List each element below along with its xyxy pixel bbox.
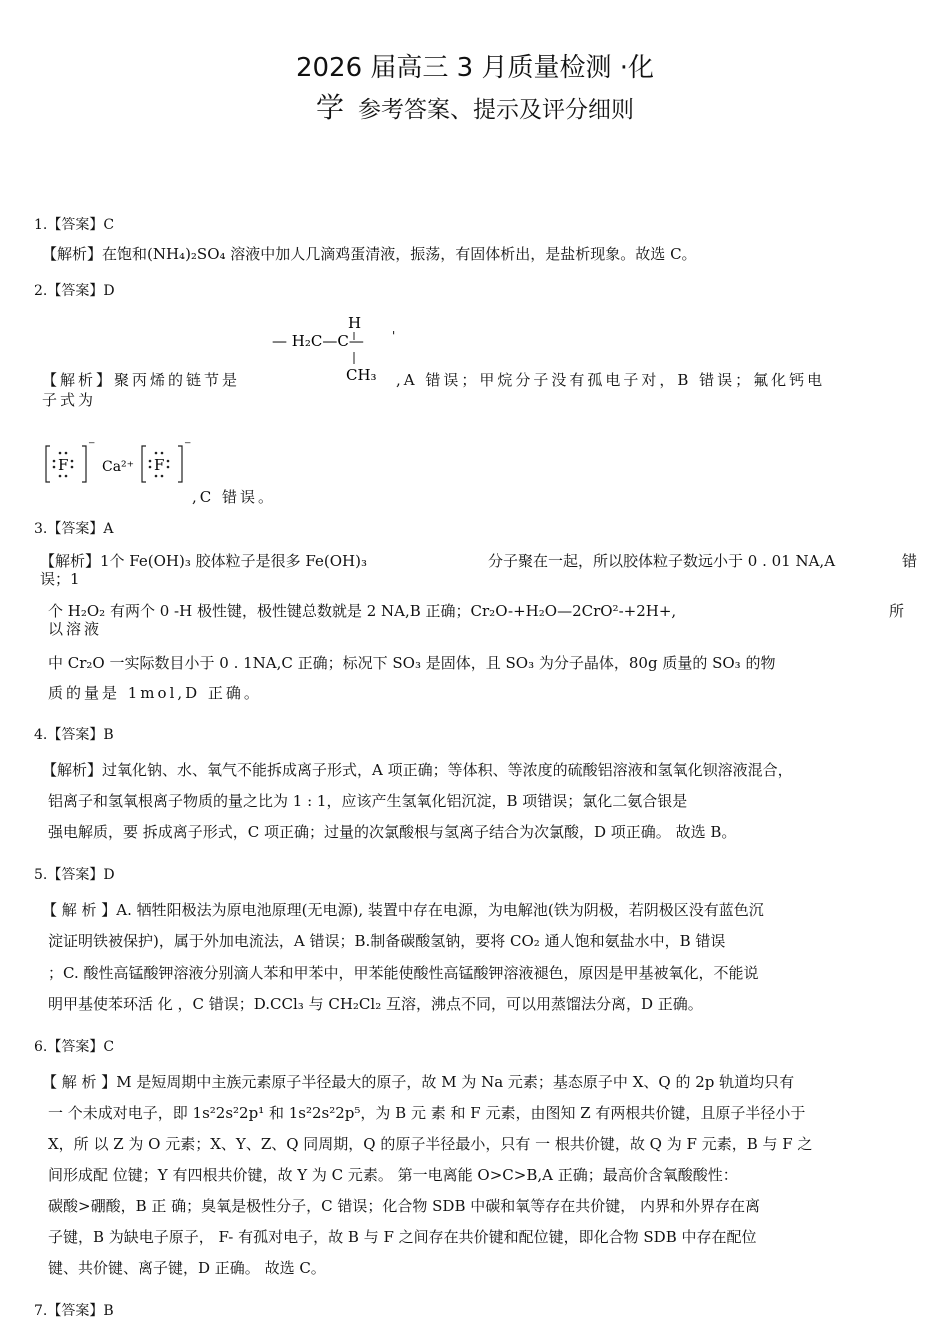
q3-line-3b: 所 xyxy=(889,602,905,620)
lewis-f-left: F xyxy=(58,456,69,474)
q3-line-1c: 错 xyxy=(902,552,918,570)
q3-line-4: 以溶液 xyxy=(48,620,103,638)
q2-analysis-d: ,C 错误。 xyxy=(192,488,277,506)
q6-line-1: 【 解 析 】M 是短周期中主族元素原子半径最大的原子，故 M 为 Na 元素；基态原子中 X、Q 的 2p 轨道均只有 xyxy=(42,1073,795,1091)
q6-line-2: 一 个未成对电子，即 1s²2s²2p¹ 和 1s²2s²2p⁵，为 B 元 素 和 F 元素，由图知 Z 有两根共价键，且原子半径小于 xyxy=(48,1104,806,1122)
q3-line-6: 质的量是 1mol,D 正确。 xyxy=(48,684,262,702)
q3-line-1a: 【解析】1个 Fe(OH)₃ 胶体粒子是很多 Fe(OH)₃ xyxy=(40,552,367,570)
lewis-f-right: F xyxy=(154,456,165,474)
q6-line-6: 子键，B 为缺电子原子， F- 有孤对电子，故 B 与 F 之间存在共价键和配位键，即化合物 SDB 中存在配位 xyxy=(48,1228,757,1246)
q2-analysis-c: 子式为 xyxy=(42,391,97,409)
calcium-fluoride-lewis xyxy=(42,440,202,490)
q4-line-1: 【解析】过氧化钠、水、氧气不能拆成离子形式，A 项正确；等体积、等浓度的硫酸铝溶液和氢氧化钡溶液混合， xyxy=(42,761,793,779)
title-big-char: 学 xyxy=(315,91,344,124)
q2-analysis-a: 【解析】聚丙烯的链节是 xyxy=(42,371,241,389)
struct-h: H xyxy=(348,314,362,332)
q1-analysis: 【解析】在饱和(NH₄)₂SO₄ 溶液中加人几滴鸡蛋清液，振荡，有固体析出，是盐析现象。故选 C。 xyxy=(42,245,697,263)
title-line-1: 2026 届高三 3 月质量检测 ·化 xyxy=(295,53,655,83)
q5-line-4: 明甲基使苯环活 化 ，C 错误；D.CCl₃ 与 CH₂Cl₂ 互溶，沸点不同，可以用蒸馏法分离，D 正确。 xyxy=(48,995,703,1013)
q3-answer: 3.【答案】A xyxy=(34,521,114,537)
q4-line-3: 强电解质，要 拆成离子形式，C 项正确；过量的次氯酸根与氢离子结合为次氯酸，D 项正确。 故选 B。 xyxy=(48,823,737,841)
q2-answer: 2.【答案】D xyxy=(34,283,115,299)
q3-line-1b: 分子聚在一起，所以胶体粒子数远小于 0 . 01 NA,A xyxy=(488,552,836,570)
q6-line-3: X，所 以 Z 为 O 元素；X、Y、Z、Q 同周期，Q 的原子半径最小，只有 一 根共价键，故 Q 为 F 元素，B 与 F 之 xyxy=(48,1135,813,1153)
struct-tick: ' xyxy=(392,329,396,343)
q4-line-2: 铝离子和氢氧根离子物质的量之比为 1 : 1，应该产生氢氧化铝沉淀，B 项错误；氯化二氨合银是 xyxy=(48,792,688,810)
q3-line-5: 中 Cr₂O 一实际数目小于 0 . 1NA,C 正确；标况下 SO₃ 是固体，且 SO₃ 为分子晶体，80g 质量的 SO₃ 的物 xyxy=(48,654,776,672)
q7-answer: 7.【答案】B xyxy=(34,1303,114,1319)
struct-ch3: CH₃ xyxy=(346,366,377,384)
q5-line-1: 【 解 析 】A. 牺牲阳极法为原电池原理(无电源), 装置中存在电源，为电解池(铁为阴极，若阴极区没有蓝色沉 xyxy=(42,901,764,919)
q6-line-7: 键、共价键、离子键，D 正确。 故选 C。 xyxy=(48,1259,326,1277)
q5-line-3: ；C. 酸性高锰酸钾溶液分别滴人苯和甲苯中，甲苯能使酸性高锰酸钾溶液褪色，原因是甲基被氧化，不能说 xyxy=(48,964,759,982)
lewis-ca: Ca²⁺ xyxy=(102,459,135,475)
polypropylene-structure xyxy=(268,310,408,390)
q6-line-4: 间形成配 位键；Y 有四根共价键，故 Y 为 C 元素。 第一电离能 O>C>B,A 正确；最高价含氧酸酸性： xyxy=(48,1166,738,1184)
q5-line-2: 淀证明铁被保护)，属于外加电流法，A 错误；B.制备碳酸氢钠，要将 CO₂ 通人饱和氨盐水中，B 错误 xyxy=(48,932,726,950)
q3-line-3a: 个 H₂O₂ 有两个 0 -H 极性键，极性键总数就是 2 NA,B 正确；Cr₂O-+H₂O—2CrO²-+2H+, xyxy=(48,602,677,620)
title-line-2 xyxy=(0,92,950,126)
q2-analysis-b: ,A 错误；甲烷分子没有孤电子对，B 错误；氟化钙电 xyxy=(396,371,826,389)
q6-line-5: 碳酸>硼酸，B 正 确；臭氧是极性分子，C 错误；化合物 SDB 中碳和氧等存在共价键， 内界和外界存在离 xyxy=(48,1197,761,1215)
q6-answer: 6.【答案】C xyxy=(34,1039,115,1055)
q3-line-2: 误；1 xyxy=(40,570,80,588)
lewis-minus-right: ⁻ xyxy=(184,440,192,454)
title-rest: 参考答案、提示及评分细则 xyxy=(358,97,634,123)
struct-chain: — H₂C—C— xyxy=(272,332,364,350)
q1-answer: 1.【答案】C xyxy=(34,217,115,233)
q5-answer: 5.【答案】D xyxy=(34,867,115,883)
lewis-minus-left: ⁻ xyxy=(88,440,96,454)
q4-answer: 4.【答案】B xyxy=(34,727,114,743)
